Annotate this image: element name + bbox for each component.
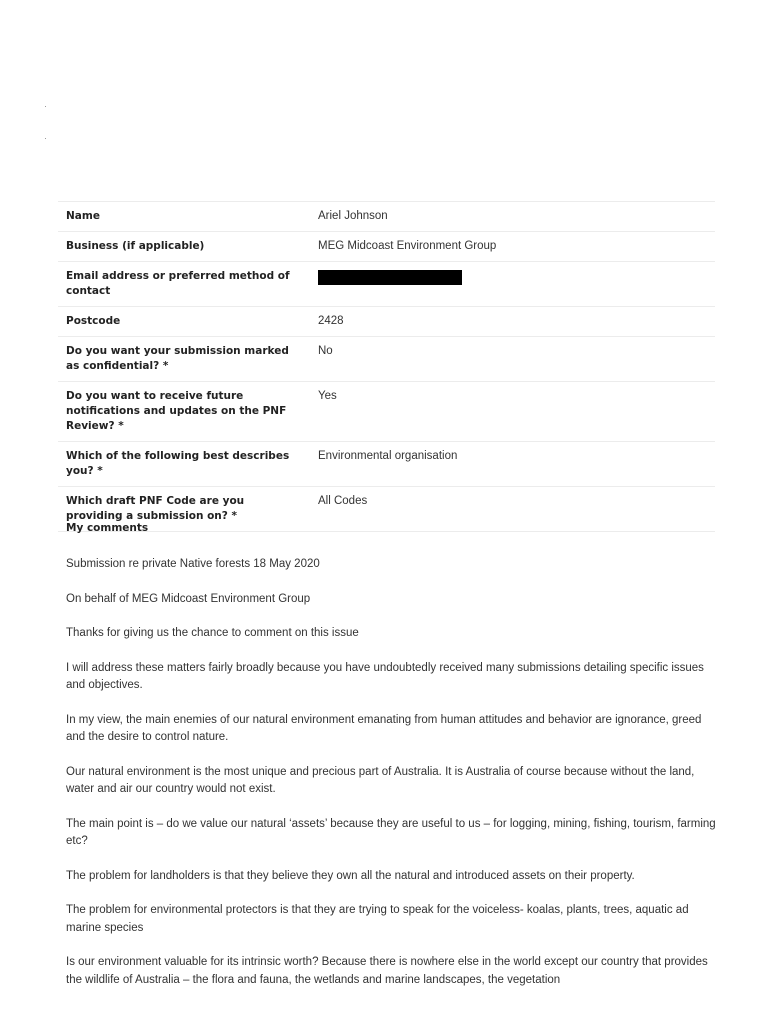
- name-value: Ariel Johnson: [310, 202, 715, 232]
- table-row: [58, 307, 715, 337]
- confidential-value: No: [310, 337, 715, 382]
- table-row: [58, 232, 715, 262]
- table-row: [58, 442, 715, 487]
- comment-paragraph: On behalf of MEG Midcoast Environment Group: [66, 592, 311, 605]
- pnf-code-label: Which draft PNF Code are you providing a submission on? *: [58, 487, 310, 532]
- comments-body: [66, 556, 716, 1006]
- comment-paragraph: Submission re private Native forests 18 May 2020: [66, 558, 320, 570]
- submission-details-table: [58, 201, 715, 532]
- notifications-value: Yes: [310, 382, 715, 442]
- comment-paragraph: The main point is – do we value our natural ‘assets’ because they are useful to us – for logging, mining, fishing, tourism, farming etc?: [66, 817, 716, 847]
- notifications-label: Do you want to receive future notifications and updates on the PNF Review? *: [58, 382, 310, 442]
- confidential-label: Do you want your submission marked as confidential? *: [58, 337, 310, 382]
- page-mark: [45, 106, 46, 107]
- pnf-code-value: All Codes: [310, 487, 715, 532]
- name-label: Name: [58, 202, 310, 232]
- comment-paragraph: Thanks for giving us the chance to comment on this issue: [66, 627, 359, 639]
- table-row: [58, 202, 715, 232]
- comment-paragraph: Our natural environment is the most unique and precious part of Australia. It is Australia of course because without the land, water and air our country would not exist.: [66, 765, 695, 795]
- comment-paragraph: In my view, the main enemies of our natural environment emanating from human attitudes and behavior are ignorance, greed and the desire to control nature.: [66, 713, 702, 743]
- table-row: [58, 487, 715, 532]
- contact-value: [310, 262, 715, 307]
- contact-label: Email address or preferred method of contact: [58, 262, 310, 307]
- postcode-label: Postcode: [58, 307, 310, 337]
- table-row: [58, 262, 715, 307]
- comment-paragraph: The problem for landholders is that they believe they own all the natural and introduced assets on their property.: [66, 869, 635, 882]
- business-label: Business (if applicable): [58, 232, 310, 262]
- comment-paragraph: Is our environment valuable for its intrinsic worth? Because there is nowhere else in the world except our country that provides the wildlife of Australia – the flora and fauna, the wetlands and marine landscapes, the vegetation: [66, 956, 708, 986]
- postcode-value: 2428: [310, 307, 715, 337]
- table-row: [58, 382, 715, 442]
- comment-paragraph: The problem for environmental protectors is that they are trying to speak for the voiceless- koalas, plants, trees, aquatic ad marine species: [66, 904, 689, 934]
- comment-paragraph: I will address these matters fairly broadly because you have undoubtedly received many submissions detailing specific issues and objectives.: [66, 661, 704, 691]
- page-mark: [45, 138, 46, 139]
- describes-you-label: Which of the following best describes you? *: [58, 442, 310, 487]
- describes-you-value: Environmental organisation: [310, 442, 715, 487]
- table-row: [58, 337, 715, 382]
- redaction-bar: [318, 270, 462, 285]
- business-value: MEG Midcoast Environment Group: [310, 232, 715, 262]
- comments-heading: My comments: [66, 522, 149, 534]
